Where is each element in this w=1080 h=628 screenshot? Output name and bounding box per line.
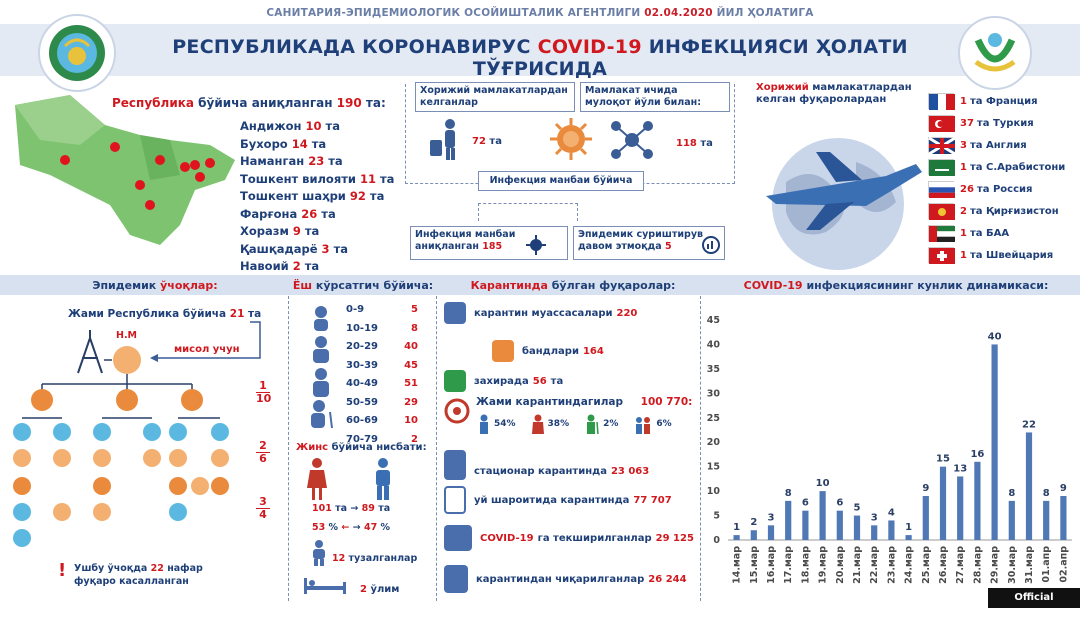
x-tick-label: 20.мар — [834, 546, 846, 584]
age-header: Ёш кўрсатгич бўйича: — [292, 279, 434, 292]
agency-logo-icon — [958, 16, 1032, 90]
age-list — [346, 304, 418, 452]
traveler-icon — [428, 118, 468, 162]
bar — [992, 344, 998, 540]
example-label: мисол учун — [174, 344, 240, 355]
country-item: 37 та Туркия — [928, 112, 1065, 134]
outbreak-note: Ушбу ўчоқда 22 нафар фуқаро касалланган — [74, 563, 203, 587]
age-row: 60-69 10 — [346, 415, 418, 426]
switzerland-flag-icon — [928, 247, 954, 263]
dynamics-header: COVID-19 инфекциясининг кунлик динамикаси: — [743, 279, 1049, 292]
group-icon — [444, 525, 472, 551]
bar — [1060, 496, 1066, 540]
map-dot — [145, 200, 155, 210]
house-icon — [444, 486, 466, 514]
bar — [940, 467, 946, 540]
clinic-icon — [444, 450, 466, 480]
region-item: Наманган 23 та — [240, 154, 343, 168]
x-tick-label: 28.мар — [972, 546, 984, 584]
epidemic-header: Эпидемик ўчоқлар: — [92, 279, 218, 292]
bar — [1026, 432, 1032, 540]
bar-value-label: 10 — [815, 478, 830, 490]
bar — [854, 516, 860, 540]
region-list — [240, 118, 394, 276]
country-item: 3 та Англия — [928, 134, 1065, 156]
agency-header: САНИТАРИЯ-ЭПИДЕМИОЛОГИК ОСОЙИШТАЛИК АГЕНТЛИГИ 02.04.2020 ЙИЛ ҲОЛАТИГА — [266, 7, 814, 19]
quarantine-shares: 54% 38% 2% 6% — [478, 414, 672, 434]
bar-value-label: 15 — [936, 453, 950, 465]
ongoing-box: Эпидемик суриштирув давом этмоқда 5 — [573, 226, 725, 260]
bar-value-label: 9 — [1059, 483, 1067, 494]
gender-counts: 101 та → 89 та — [312, 503, 391, 514]
x-tick-label: 30.мар — [1006, 546, 1018, 584]
small-virus-icon — [524, 234, 548, 256]
x-tick-label: 14.мар — [731, 546, 743, 584]
country-item: 1 та Швейцария — [928, 244, 1065, 266]
map-dot — [190, 160, 200, 170]
quarantine-total: Жами карантиндагилар 100 770: — [476, 396, 693, 408]
bar-value-label: 8 — [784, 487, 792, 499]
person-label: Н.М — [116, 330, 138, 341]
x-tick-label: 17.мар — [783, 546, 795, 584]
x-tick-label: 22.мар — [869, 546, 881, 584]
bar — [1043, 501, 1049, 540]
bar-value-label: 1 — [733, 522, 741, 534]
woman-icon — [532, 414, 544, 434]
map-dot — [205, 158, 215, 168]
foreign-count: 72 та — [472, 136, 502, 147]
region-item: Бухоро 14 та — [240, 136, 327, 151]
bar — [734, 535, 740, 540]
turkey-flag-icon — [928, 115, 954, 131]
male-icon — [372, 458, 394, 500]
divider — [436, 296, 438, 601]
map-dot — [110, 142, 120, 152]
bar — [751, 530, 757, 540]
map-dot — [60, 155, 70, 165]
russia-flag-icon — [928, 181, 954, 197]
bar — [802, 511, 808, 540]
x-tick-label: 01.апр — [1041, 546, 1053, 583]
footer-badge: Official publication — [988, 588, 1080, 608]
bar — [837, 511, 843, 540]
foreign-arrivals-box: Хорижий мамлакатлардан келганлар — [415, 82, 575, 112]
age-row: 20-29 40 — [346, 341, 418, 352]
bar-value-label: 5 — [853, 502, 861, 514]
x-tick-label: 02.апр — [1058, 546, 1070, 583]
bar — [871, 525, 877, 540]
country-item: 26 та Россия — [928, 178, 1065, 200]
x-tick-label: 15.мар — [748, 546, 760, 584]
age-row: 40-49 51 — [346, 378, 418, 389]
globe-plane-icon — [746, 122, 930, 270]
man-icon — [478, 414, 490, 434]
region-item: Тошкент вилояти 11 та — [240, 171, 395, 186]
biohazard-icon — [444, 398, 470, 424]
x-tick-label: 23.мар — [886, 546, 898, 584]
bar-value-label: 3 — [767, 512, 775, 524]
children-icon — [634, 414, 652, 434]
building-icon — [444, 370, 466, 392]
age-row: 50-59 29 — [346, 396, 418, 408]
country-item: 1 та С.Арабистони — [928, 156, 1065, 178]
x-tick-label: 25.мар — [920, 546, 932, 584]
age-row: 0-9 5 — [346, 304, 418, 315]
country-list — [928, 90, 1065, 266]
uae-flag-icon — [928, 225, 954, 241]
kyrgyzstan-flag-icon — [928, 203, 954, 219]
bar — [957, 476, 963, 540]
y-tick-label: 40 — [706, 339, 720, 351]
region-item: Фарғона 26 та — [240, 206, 336, 221]
x-tick-label: 24.мар — [903, 546, 915, 584]
uk-flag-icon — [928, 137, 954, 153]
home-row: уй шароитида карантинда 77 707 — [444, 485, 672, 515]
bar — [923, 496, 929, 540]
exclamation-icon: ! — [58, 560, 67, 581]
region-item: Тошкент шаҳри 92 та — [240, 189, 385, 203]
region-item: Навоий 2 та — [240, 259, 320, 273]
y-tick-label: 15 — [706, 461, 720, 473]
x-tick-label: 29.мар — [989, 546, 1001, 584]
local-contact-box: Мамлакат ичида мулоқот йўли билан: — [580, 82, 730, 112]
region-item: Хоразм 9 та — [240, 224, 320, 238]
bar-value-label: 40 — [987, 331, 1002, 343]
y-tick-label: 20 — [706, 437, 720, 449]
age-row: 30-39 45 — [346, 359, 418, 371]
region-item: Қашқадарё 3 та — [240, 241, 349, 256]
region-item: Андижон 10 та — [240, 119, 340, 133]
x-tick-label: 31.мар — [1024, 546, 1035, 584]
bar-value-label: 6 — [801, 497, 809, 509]
bar-value-label: 9 — [922, 483, 930, 494]
deaths-count: 2 ўлим — [360, 584, 400, 595]
tested-row: COVID-19 га текширилганлар 29 125 — [444, 524, 694, 552]
x-tick-label: 19.мар — [817, 546, 829, 584]
bar-value-label: 6 — [836, 497, 844, 509]
bar — [768, 525, 774, 540]
epidemic-total: Жами Республика бўйича 21 та — [68, 308, 262, 320]
uzbekistan-map — [10, 85, 240, 255]
y-tick-label: 0 — [713, 535, 720, 546]
daily-dynamics-chart — [700, 298, 1080, 608]
y-tick-label: 45 — [706, 315, 720, 326]
by-source-box: Инфекция манбаи бўйича — [478, 171, 644, 191]
x-tick-label: 16.мар — [766, 546, 777, 584]
age-row: 70-79 2 — [346, 433, 418, 445]
eiffel-tower-icon — [78, 330, 102, 373]
bar-value-label: 8 — [1042, 487, 1050, 499]
magnifier-chart-icon — [700, 234, 722, 256]
level-3: 3 4 — [256, 496, 270, 521]
bar — [974, 462, 980, 540]
hospital-bed-icon — [302, 574, 348, 596]
age-figures-icon — [304, 304, 338, 428]
x-tick-label: 26.мар — [938, 546, 949, 584]
page-title: РЕСПУБЛИКАДА КОРОНАВИРУС COVID-19 ИНФЕКЦИЯСИ ҲОЛАТИ ТЎҒРИСИДА — [172, 36, 908, 80]
age-row: 10-19 8 — [346, 322, 418, 334]
recovered-icon — [310, 540, 328, 566]
bar-value-label: 22 — [1022, 419, 1036, 431]
network-icon — [610, 118, 654, 162]
recovered-count: 12 тузалганлар — [332, 553, 418, 564]
identified-box: Инфекция манбаи аниқланган 185 — [410, 226, 568, 260]
france-flag-icon — [928, 93, 954, 109]
map-dot — [135, 180, 145, 190]
republic-total: Республика бўйича аниқланган 190 та: — [112, 96, 386, 110]
reserve-row: захирада 56 та — [444, 370, 563, 392]
map-dot — [155, 155, 165, 165]
bar-value-label: 1 — [905, 522, 913, 534]
bar-value-label: 8 — [1008, 487, 1016, 499]
map-dot — [180, 162, 190, 172]
elderly-icon — [585, 414, 599, 434]
country-item: 1 та БАА — [928, 222, 1065, 244]
bar — [888, 520, 894, 540]
saudi-flag-icon — [928, 159, 954, 175]
foreign-header: Хорижий мамлакатлардан келган фуқаролардан — [756, 82, 912, 105]
state-emblem-icon — [38, 14, 116, 92]
y-tick-label: 35 — [706, 363, 720, 375]
bar-value-label: 16 — [970, 448, 985, 460]
y-tick-label: 5 — [713, 510, 720, 522]
gender-percents: 53 % ← → 47 % — [312, 522, 391, 533]
source-connector — [478, 203, 578, 221]
divider — [288, 296, 290, 601]
bar-value-label: 4 — [887, 507, 895, 519]
x-tick-label: 21.мар — [852, 546, 863, 584]
x-tick-label: 27.мар — [955, 546, 967, 584]
level-1: 1 10 — [256, 379, 272, 405]
ward-icon — [492, 340, 514, 362]
level-2: 2 6 — [256, 440, 270, 465]
wards-row: бандлари 164 — [492, 340, 604, 362]
bar — [906, 535, 912, 540]
bar-value-label: 13 — [953, 463, 968, 475]
y-tick-label: 10 — [706, 486, 720, 498]
stationary-row: стационар карантинда 23 063 — [444, 448, 649, 482]
contact-count: 118 та — [676, 138, 713, 149]
country-item: 2 та Қирғизистон — [928, 200, 1065, 222]
hospital-icon — [444, 302, 466, 324]
quarantine-header: Карантинда бўлган фуқаролар: — [470, 279, 676, 292]
gender-title: Жинс бўйича нисбати: — [296, 442, 427, 453]
x-tick-label: 18.мар — [800, 546, 812, 584]
bar — [1009, 501, 1015, 540]
released-row: карантиндан чиқарилганлар 26 244 — [444, 564, 687, 594]
country-item: 1 та Франция — [928, 90, 1065, 112]
y-tick-label: 25 — [706, 412, 720, 424]
bar-value-label: 2 — [750, 517, 758, 529]
bar — [820, 491, 826, 540]
bar-value-label: 3 — [870, 512, 878, 524]
institutions-row: карантин муассасалари 220 — [444, 302, 637, 324]
map-dot — [195, 172, 205, 182]
y-tick-label: 30 — [706, 388, 720, 400]
virus-icon — [548, 116, 594, 162]
female-icon — [306, 458, 328, 500]
person-arms-up-icon — [444, 565, 468, 593]
bar — [785, 501, 791, 540]
